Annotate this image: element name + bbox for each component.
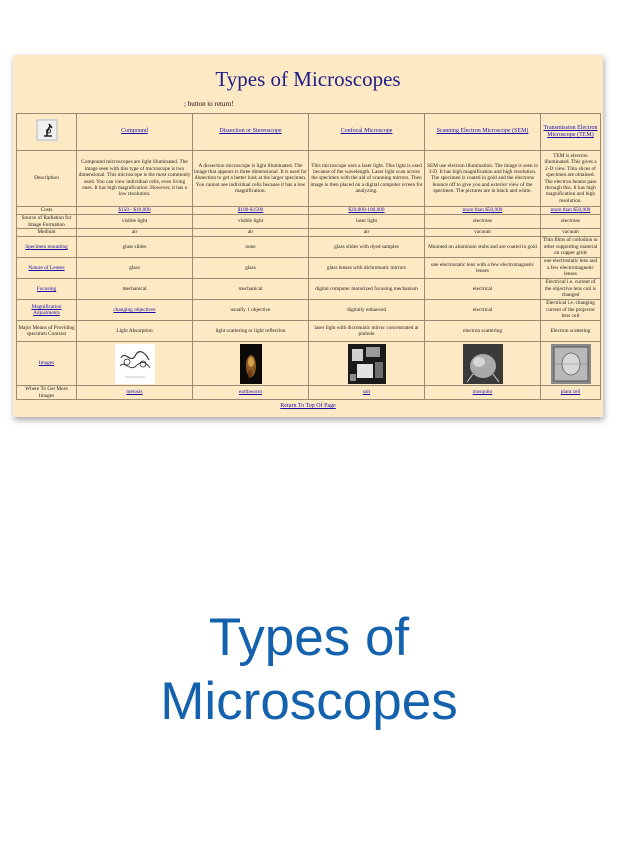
row-label-link[interactable]: Magnification Adjustments [31,303,62,316]
table-cell: none [193,237,309,258]
table-cell: This microscope uses a laser light. This light is used because of the wavelength. Laser light scan across the specimen with the aid of scanning mirrors. Then image is then placed on a digital computer screen for analyzing. [309,151,425,207]
row-label: Where To Get More Images [17,386,77,400]
table-cell: glass [193,258,309,279]
image-cell [193,342,309,386]
return-to-top-link[interactable]: Return To Top Of Page [280,403,336,409]
image-cell [541,342,601,386]
row-label-link[interactable]: Images [38,360,55,367]
return-note: ; button to return! [184,100,234,108]
column-link-dissection[interactable]: Dissection or Stereoscope [219,128,282,135]
mounting-row [17,237,601,258]
column-link-sem[interactable]: Scanning Electron Microscope (SEM) [436,128,529,135]
table-cell: electron scattering [425,321,541,342]
image-cell [77,342,193,386]
earthworm-photo-thumbnail[interactable] [240,344,262,384]
slide-title-line-2: Microscopes [160,671,458,731]
table-cell: Electrical i.e. current of the objective lens coil is changed [541,279,601,300]
description-row [17,151,601,207]
table-cell: Compound microscopes are light illuminated. The image seen with this type of microscope is two dimensional. This microscope is the most commonly used. You can view individual cells, even living ones. It has high magnification. However, it has a low resolution. [77,151,193,207]
table-cell: A dissection microscope is light illuminated. The image that appears is three dimensional. It is used for dissection to get a better look at the larger specimen. You cannot see individual cells because it has a low magnification. [193,151,309,207]
column-link-compound[interactable]: Compound [121,128,148,135]
lenses-row [17,258,601,279]
webpage-screenshot [13,55,603,417]
table-cell: light scattering or light reflection [193,321,309,342]
table-cell: digitally enhanced [309,300,425,321]
changing-objectives-link[interactable]: changing objectives [113,306,156,313]
table-cell: mechanical [77,279,193,300]
table-cell: Electrical i.e. changing current of the projector lens coil [541,300,601,321]
row-label-link[interactable]: Focusing [36,285,57,292]
row-label-link[interactable]: Specimen mounting [25,243,68,250]
table-cell: air [309,229,425,237]
row-label-link[interactable]: Nature of Lenses [28,264,65,271]
table-cell: SEM use electron illumination. The image is seen in 3-D. It has high magnification and high resolution. The specimen is coated in gold and the electrons bounce off to give you and exterior view of the specimen. The pictures are in black and white. [425,151,541,207]
table-cell: Electron scattering [541,321,601,342]
table-cell: usually 1 objective [193,300,309,321]
header-row [17,114,601,151]
more-images-row [17,386,601,400]
more-images-link[interactable]: meiosis [126,389,143,396]
table-cell: electrons [425,215,541,229]
costs-row [17,207,601,215]
table-cell: air [193,229,309,237]
image-cell [425,342,541,386]
table-cell: one electrostatic lens with a few electromagnetic lenses [425,258,541,279]
meiosis-drawing-thumbnail[interactable] [115,344,155,384]
page-title: Types of Microscopes [215,67,401,91]
mosquito-sem-thumbnail[interactable] [463,344,503,384]
comparison-table [16,113,601,400]
column-link-tem[interactable]: Transmission Electron Microscope (TEM) [543,124,598,138]
salt-crystal-thumbnail[interactable] [348,344,386,384]
table-cell: Light Absorption [77,321,193,342]
table-cell: electrons [541,215,601,229]
plant-cell-tem-thumbnail[interactable] [551,344,591,384]
cost-link[interactable]: $100-$1500 [237,207,264,214]
table-cell: one electrostatic lens and a few electromagnetic lenses [541,258,601,279]
images-row [17,342,601,386]
more-images-link[interactable]: mosquito [472,389,493,396]
slide-title [0,606,618,733]
table-cell: visible light [193,215,309,229]
more-images-link[interactable]: salt [362,389,371,396]
microscope-logo-icon [36,119,58,141]
row-label: Major Means of Providing specimen Contrast [17,321,77,342]
table-cell: air [77,229,193,237]
table-cell: digital computer motorized focusing mechanism [309,279,425,300]
return-to-top-row [13,403,603,409]
table-cell: mechanical [193,279,309,300]
table-cell: glass slides [77,237,193,258]
slide-title-line-1: Types of [208,608,410,667]
table-cell: visible light [77,215,193,229]
more-images-link[interactable]: earthworm [239,389,262,396]
table-cell: vacuum [541,229,601,237]
table-cell: TEM is electron illuminated. This gives a 2-D view. Thin slices of specimen are obtained. The electron beams pass through this. It has high magnification and high resolution. [541,151,601,207]
table-cell: glass lenses with dichromatic mirrors [309,258,425,279]
row-label: Costs [17,207,77,215]
row-label: Medium [17,229,77,237]
row-label: Source of Radiation for Image Formation [17,215,77,229]
table-cell: glass slides with dyed samples [309,237,425,258]
table-cell: electrical [425,300,541,321]
contrast-row [17,321,601,342]
more-images-link[interactable]: plant cell [560,389,581,396]
table-cell: Thin films of collodion or other supporting material on copper grids [541,237,601,258]
medium-row [17,229,601,237]
row-label: Description [17,151,77,207]
cost-link[interactable]: more than $50,000 [550,207,591,214]
source-row [17,215,601,229]
column-link-confocal[interactable]: Confocal Microscope [340,128,393,135]
table-cell: laser light [309,215,425,229]
cost-link[interactable]: $20,000-100,000 [348,207,385,214]
focusing-row [17,279,601,300]
cost-link[interactable]: more than $50,000 [462,207,503,214]
table-cell: Mounted on aluminum stubs and are coated in gold [425,237,541,258]
header-logo-cell [17,114,77,151]
magnification-row [17,300,601,321]
table-cell: glass [77,258,193,279]
table-cell: electrical [425,279,541,300]
image-cell [309,342,425,386]
table-cell: vacuum [425,229,541,237]
cost-link[interactable]: $150 - $10,000 [118,207,151,214]
table-cell: laser light with dicromatic mirror concentrated at pinhole [309,321,425,342]
